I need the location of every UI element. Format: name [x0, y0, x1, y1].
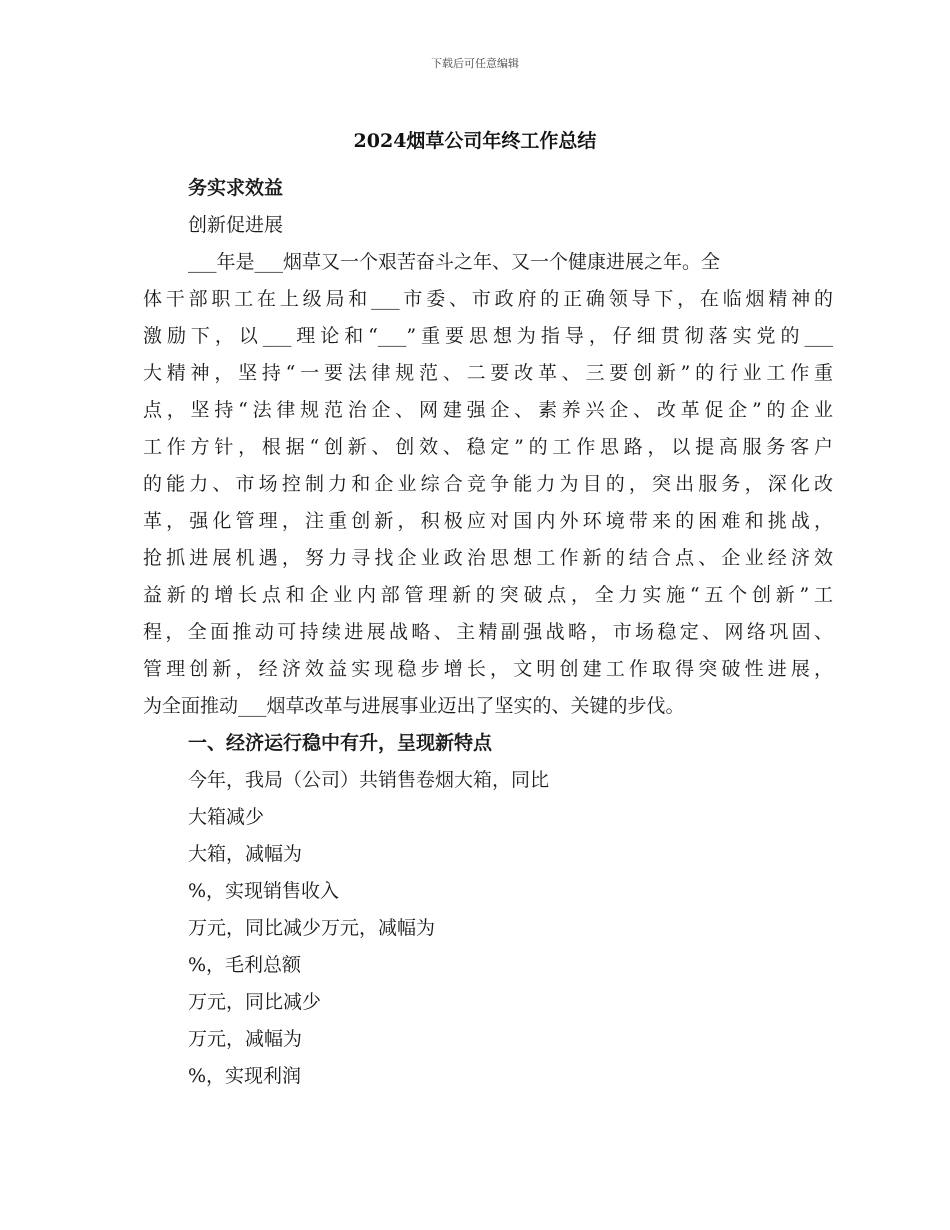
document-body	[143, 170, 833, 1095]
stats-paragraph	[143, 762, 833, 1095]
heading-one: 一、经济运行稳中有升，呈现新特点	[188, 732, 493, 754]
paragraph-line: 体干部职工在上级局和___市委、市政府的正确领导下，在临烟精神的	[143, 288, 833, 310]
paragraph-line: ___年是___烟草又一个艰苦奋斗之年、又一个健康进展之年。全	[188, 251, 721, 273]
paragraph-line: 为全面推动___烟草改革与进展事业迈出了坚实的、关键的步伐。	[143, 695, 685, 717]
stat-line: %，实现销售收入	[188, 880, 340, 902]
stat-line: 大箱，减幅为	[188, 843, 303, 865]
section-heading: 务实求效益	[188, 177, 284, 199]
document-title: 2024烟草公司年终工作总结	[353, 130, 597, 152]
paragraph-line: 大精神，坚持“一要法律规范、二要改革、三要创新”的行业工作重	[143, 362, 833, 384]
section-subheading: 创新促进展	[188, 214, 284, 236]
paragraph-line: 程，全面推动可持续进展战略、主精副强战略，市场稳定、网络巩固、	[143, 621, 833, 643]
paragraph-line: 点，坚持“法律规范治企、网建强企、素养兴企、改革促企”的企业	[143, 399, 833, 421]
stat-line: 万元，同比减少万元，减幅为	[188, 917, 436, 939]
stat-line: 万元，减幅为	[188, 1028, 303, 1050]
header-note: 下载后可任意编辑	[431, 57, 519, 70]
paragraph-line: 抢抓进展机遇，努力寻找企业政治思想工作新的结合点、企业经济效	[143, 547, 833, 569]
paragraph-line: 管理创新，经济效益实现稳步增长，文明创建工作取得突破性进展，	[143, 658, 833, 680]
stat-line: 大箱减少	[188, 806, 265, 828]
paragraph-line: 激励下，以___理论和“___”重要思想为指导，仔细贯彻落实党的___	[143, 325, 833, 347]
stat-line: %，实现利润	[188, 1065, 302, 1087]
stat-line: 万元，同比减少	[188, 991, 322, 1013]
intro-paragraph	[143, 244, 833, 725]
paragraph-line: 工作方针，根据“创新、创效、稳定”的工作思路，以提高服务客户	[143, 436, 833, 458]
paragraph-line: 的能力、市场控制力和企业综合竞争能力为目的，突出服务，深化改	[143, 473, 833, 495]
stat-line: 今年，我局（公司）共销售卷烟大箱，同比	[188, 769, 550, 791]
paragraph-line: 革，强化管理，注重创新，积极应对国内外环境带来的困难和挑战，	[143, 510, 833, 532]
stat-line: %，毛利总额	[188, 954, 302, 976]
paragraph-line: 益新的增长点和企业内部管理新的突破点，全力实施“五个创新”工	[143, 584, 833, 606]
